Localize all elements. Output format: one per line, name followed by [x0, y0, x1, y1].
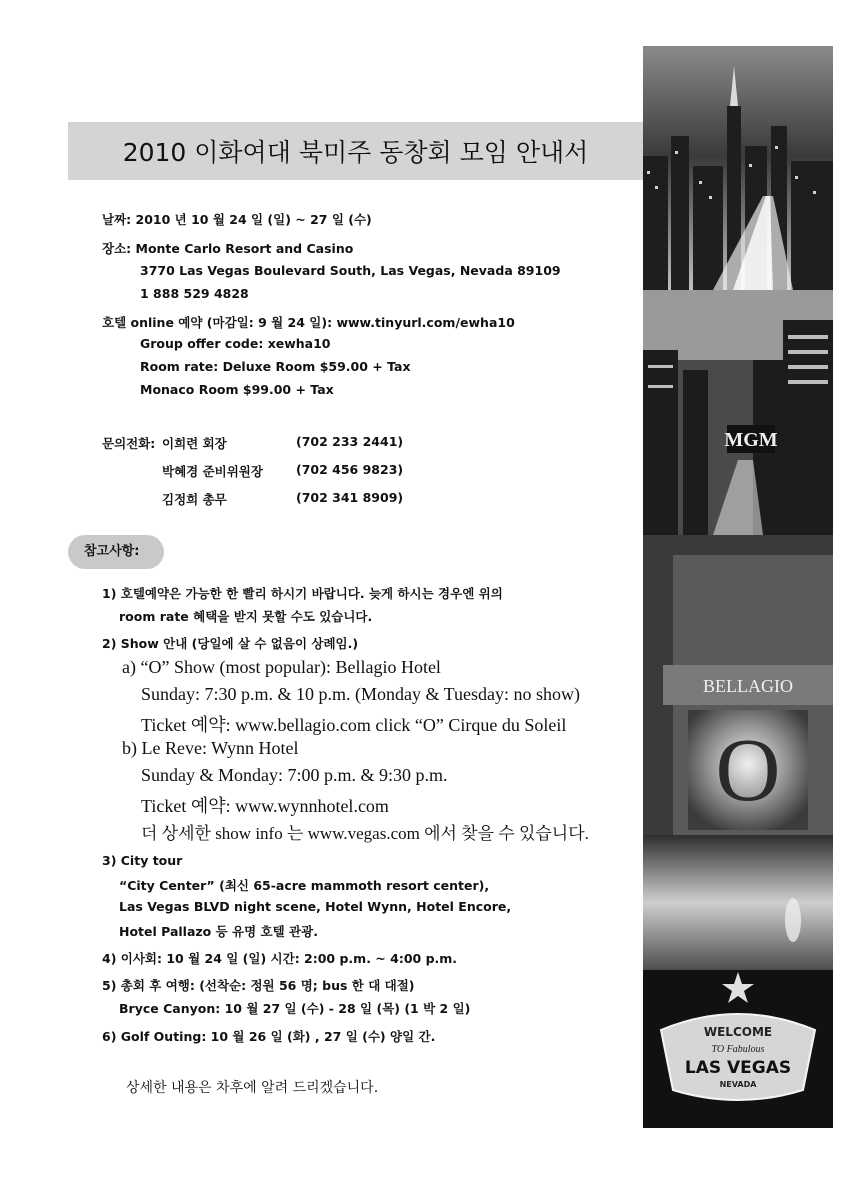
- las-vegas-text: LAS VEGAS: [684, 1058, 792, 1078]
- welcome-text: WELCOME: [703, 1025, 773, 1039]
- contact-name: 김정희 총무: [162, 492, 227, 507]
- show-more-info: 더 상세한 show info 는 www.vegas.com 에서 찾을 수 있습니다.: [141, 824, 589, 843]
- o-sign: O: [715, 721, 781, 820]
- show-b-ticket: Ticket 예약: www.wynnhotel.com: [141, 796, 389, 816]
- note-3: 3) City tour: [102, 853, 183, 868]
- group-code-line: Group offer code: xewha10: [140, 336, 331, 351]
- address-line: 3770 Las Vegas Boulevard South, Las Vegas, Nevada 89109: [140, 263, 561, 278]
- hotel-online-line: 호텔 online 예약 (마감일: 9 월 24 일): www.tinyurl.com/ewha10: [102, 315, 515, 330]
- contact-label: 문의전화:: [102, 436, 156, 451]
- to-fabulous-text: TO Fabulous: [711, 1044, 765, 1055]
- show-a-ticket: Ticket 예약: www.bellagio.com click “O” Cirque du Soleil: [141, 715, 567, 735]
- contact-name: 이희련 회장: [162, 436, 227, 451]
- page-title: 2010 이화여대 북미주 동창회 모임 안내서: [122, 138, 589, 167]
- bellagio-photo: [643, 535, 833, 970]
- note-4: 4) 이사회: 10 월 24 일 (일) 시간: 2:00 p.m. ~ 4:00 p.m.: [102, 951, 458, 966]
- show-b: b) Le Reve: Wynn Hotel: [122, 738, 299, 758]
- nevada-text: NEVADA: [719, 1080, 757, 1089]
- note-3-line-1: “City Center” (최신 65-acre mammoth resort center),: [119, 878, 490, 893]
- show-b-time: Sunday & Monday: 7:00 p.m. & 9:30 p.m.: [141, 765, 448, 785]
- note-3-line-3: Hotel Pallazo 등 유명 호텔 관광.: [119, 924, 318, 939]
- show-a: a) “O” Show (most popular): Bellagio Hotel: [122, 657, 441, 677]
- closing-note: 상세한 내용은 차후에 알려 드리겠습니다.: [126, 1080, 379, 1096]
- show-a-time: Sunday: 7:30 p.m. & 10 p.m. (Monday & Tuesday: no show): [141, 684, 581, 704]
- note-6: 6) Golf Outing: 10 월 26 일 (화) , 27 일 (수) 양일 간.: [102, 1029, 436, 1044]
- strip-aerial-photo: [643, 290, 833, 535]
- note-3-line-2: Las Vegas BLVD night scene, Hotel Wynn, Hotel Encore,: [119, 899, 512, 914]
- contact-phone: (702 341 8909): [296, 490, 404, 505]
- contact-phone: (702 233 2441): [296, 434, 404, 449]
- note-5: 5) 총회 후 여행: (선착순: 정원 56 명; bus 한 대 대절): [102, 978, 415, 993]
- note-2: 2) Show 안내 (당일에 살 수 없음이 상례임.): [102, 636, 359, 651]
- phone-line: 1 888 529 4828: [140, 286, 249, 301]
- room-rate-line: Room rate: Deluxe Room $59.00 + Tax: [140, 359, 411, 374]
- date-line: 날짜: 2010 년 10 월 24 일 (일) ~ 27 일 (수): [102, 212, 372, 227]
- note-5-line-2: Bryce Canyon: 10 월 27 일 (수) - 28 일 (목) (1 박 2 일): [119, 1001, 471, 1016]
- notes-heading: 참고사항:: [84, 544, 140, 559]
- welcome-sign-photo: [643, 970, 833, 1128]
- monaco-room-line: Monaco Room $99.00 + Tax: [140, 382, 334, 397]
- mgm-sign: MGM: [724, 429, 778, 451]
- place-line: 장소: Monte Carlo Resort and Casino: [102, 241, 354, 256]
- notes-heading-pill: [68, 535, 164, 569]
- note-1-line-1: 1) 호텔예약은 가능한 한 빨리 하시기 바랍니다. 늦게 하시는 경우엔 위의: [102, 586, 503, 601]
- contact-phone: (702 456 9823): [296, 462, 404, 477]
- note-1-line-2: room rate 혜택을 받지 못할 수도 있습니다.: [119, 609, 373, 624]
- title-bar: [68, 122, 643, 180]
- city-night-photo: [643, 46, 833, 290]
- contact-name: 박혜경 준비위원장: [162, 464, 263, 479]
- bellagio-sign: BELLAGIO: [703, 676, 793, 696]
